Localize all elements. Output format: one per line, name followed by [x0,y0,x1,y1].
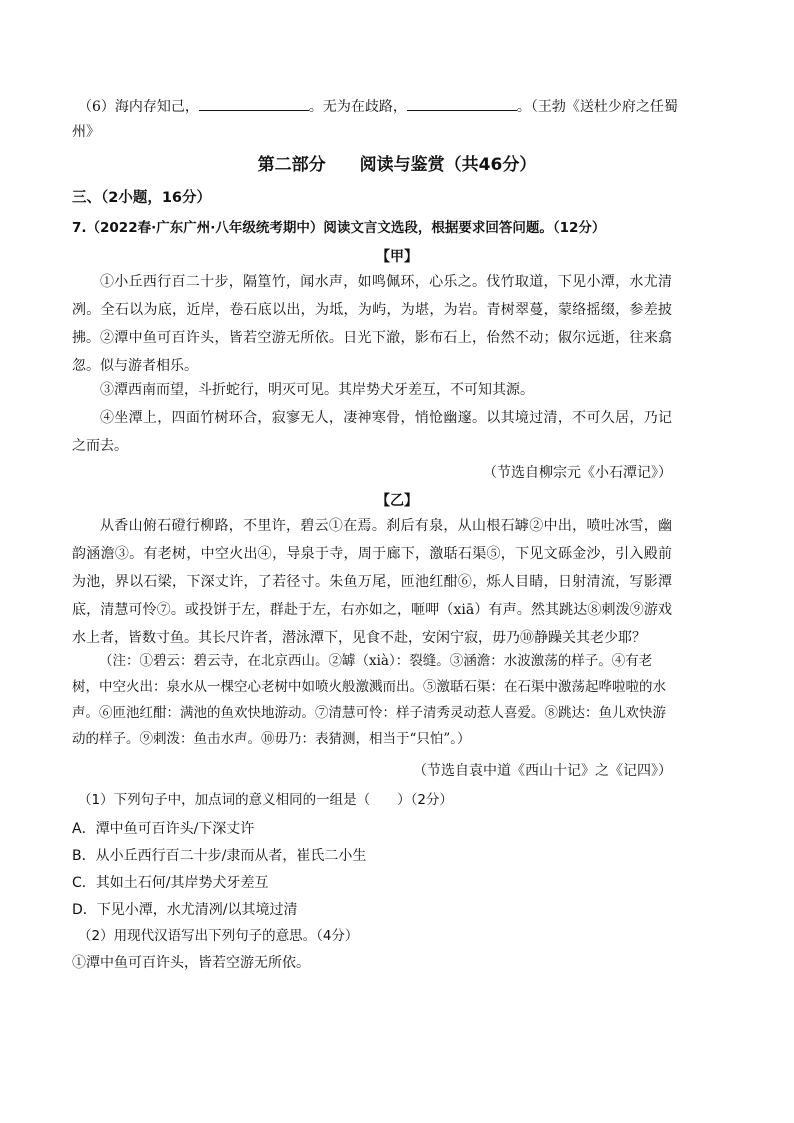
option-b[interactable]: B．从小丘西行百二十步/隶而从者，崔氏二小生 [72,848,367,864]
jia-source: （节选自柳宗元《小石潭记》） [483,465,672,481]
sub-question-1: （1）下列句子中，加点词的意义相同的一组是（ ）（2分） [78,792,453,808]
option-d[interactable]: D．下见小潭，水尤清冽/以其境过清 [72,902,298,918]
answer-blank-1[interactable] [199,96,309,111]
jia-label: 【甲】 [376,249,418,265]
option-c[interactable]: C．其如土石何/其岸势犬牙差互 [72,875,269,891]
question-6-line2: 州》 [72,124,100,140]
yi-label: 【乙】 [376,493,418,509]
jia-paragraph-1: ①小丘西行百二十步，隔篁竹，闻水声，如鸣佩环，心乐之。伐竹取道，下见小潭，水尤清冽。全石以为底，近岸，卷石底以出，为坻，为屿，为堪，为岩。青树翠蔓，蒙络摇缀，参差披拂。 [72,274,672,346]
answer-blank-2[interactable] [407,96,517,111]
option-a[interactable]: A．潭中鱼可百许头/下深丈许 [72,821,255,837]
part2-title: 第二部分 阅读与鉴赏（共46分） [257,155,537,175]
jia-paragraph-2: ②潭中鱼可百许头，皆若空游无所依。日光下澈，影布石上，佁然不动；俶尔远逝，往来翕忽。似与游者相乐。 [72,330,672,374]
yi-paragraph: 从香山俯石磴行柳路，不里许，碧云①在焉。刹后有泉，从山根石罅②中出，喷吐冰雪，幽韵涵澹③。有老树，中空火出④，导泉于寺，周于廊下，激聒石渠⑤，下见文砾金沙，引入殿前为池，界以石梁，下深丈许，了若径寸。朱鱼万尾，匝池红酣⑥，烁人目睛，日射清流，写影潭底，清慧可怜⑦。或投饼于左，群赴于左，右亦如之，咂呷（xiā）有声。然其跳达⑧刺泼⑨游戏水上者，皆数寸鱼。其长尺许者，潜泳潭下，见食不赴，安闲宁寂，毋乃⑩静躁关其老少耶？ [72,518,672,646]
section-3-heading: 三、（2小题，16分） [72,190,212,206]
question-7-header: 7.（2022春·广东广州·八年级统考期中）阅读文言文选段，根据要求回答问题。（12分） [72,220,606,236]
annotation-notes: （注：①碧云：碧云寺，在北京西山。②罅（xià）：裂缝。③涵澹：水波激荡的样子。④有老树，中空火出：泉水从一棵空心老树中如喷火般激溅而出。⑤激聒石渠：在石渠中激荡起哗啦啦的水声。⑥匝池红酣：满池的鱼欢快地游动。⑦清慧可怜：样子清秀灵动惹人喜爱。⑧跳达：鱼儿欢快游动的样子。⑨刺泼：鱼击水声。⑩毋乃：表猜测，相当于“只怕”。） [72,653,666,747]
sub-question-2-item-1: ①潭中鱼可百许头，皆若空游无所依。 [72,955,310,971]
question-6-line1: （6）海内存知己， 。无为在歧路， 。（王勃《送杜少府之任蜀 [78,96,678,117]
yi-source: （节选自袁中道《西山十记》之《记四》） [413,763,672,779]
jia-paragraph-4: ④坐潭上，四面竹树环合，寂寥无人，凄神寒骨，悄怆幽邃。以其境过清，不可久居，乃记之而去。 [72,410,672,454]
sub-question-2: （2）用现代汉语写出下列句子的意思。（4分） [78,928,359,944]
jia-paragraph-3: ③潭西南而望，斗折蛇行，明灭可见。其岸势犬牙差互，不可知其源。 [100,382,534,398]
